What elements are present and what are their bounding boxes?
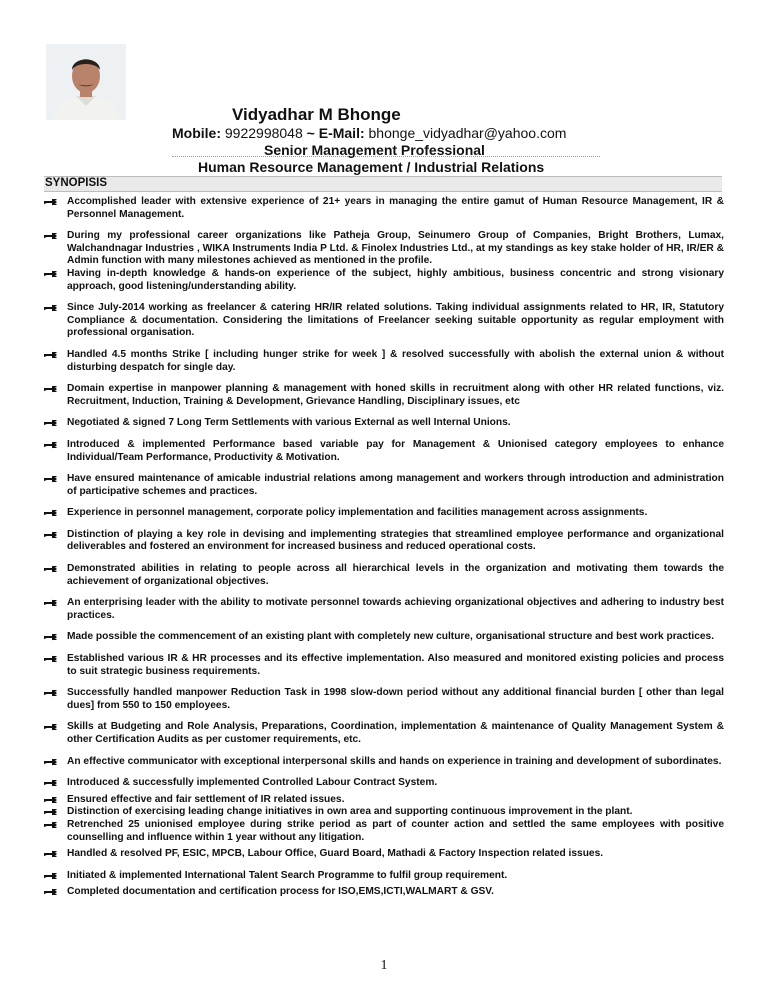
synopsis-item-text: Introduced & successfully implemented Controlled Labour Contract System. <box>67 777 438 789</box>
synopsis-item <box>44 383 724 408</box>
pointing-hand-icon <box>44 795 58 805</box>
synopsis-item <box>44 819 724 844</box>
pointing-hand-icon <box>44 564 58 574</box>
mobile-label: Mobile: <box>172 125 221 141</box>
professional-title: Senior Management Professional <box>264 142 485 158</box>
profile-photo <box>46 44 126 120</box>
synopsis-item <box>44 563 724 588</box>
pointing-hand-icon <box>44 530 58 540</box>
pointing-hand-icon <box>44 598 58 608</box>
contact-line <box>172 125 768 141</box>
pointing-hand-icon <box>44 269 58 279</box>
synopsis-heading-bar <box>44 176 722 192</box>
pointing-hand-icon <box>44 871 58 881</box>
pointing-hand-icon <box>44 303 58 313</box>
synopsis-item-text: Established various IR & HR processes and its effective implementation. Also measured and monitored existing policies and process to suit strategic business requirements. <box>67 653 724 677</box>
pointing-hand-icon <box>44 474 58 484</box>
synopsis-item-text: Skills at Budgeting and Role Analysis, Preparations, Coordination, implementation & maintenance of Quality Management System & other Certification Audits as per customer requirements, etc. <box>67 721 724 745</box>
email-address: bhonge_vidyadhar@yahoo.com <box>368 125 567 141</box>
synopsis-item-text: Have ensured maintenance of amicable industrial relations among management and workers through introduction and administration of participative schemes and practices. <box>67 473 724 497</box>
synopsis-item <box>44 756 724 769</box>
page-number: 1 <box>380 958 388 973</box>
synopsis-item <box>44 439 724 464</box>
synopsis-item <box>44 529 724 554</box>
synopsis-item <box>44 721 724 746</box>
pointing-hand-icon <box>44 807 58 817</box>
synopsis-item-text: Since July-2014 working as freelancer & catering HR/IR related solutions. Taking individual assignments related to HR, IR, Statutory Compliance & documentation. Considering the limitations of Freelancer seeking suitable opportunity as regular employment with professional organisation. <box>67 302 724 339</box>
synopsis-item-text: Handled 4.5 months Strike [ including hunger strike for week ] & resolved successfully with abolish the external union & without disturbing despatch for single day. <box>67 348 724 373</box>
pointing-hand-icon <box>44 197 58 207</box>
pointing-hand-icon <box>44 508 58 518</box>
synopsis-item <box>44 794 724 807</box>
pointing-hand-icon <box>44 688 58 698</box>
pointing-hand-icon <box>44 654 58 664</box>
synopsis-item-text: Ensured effective and fair settlement of IR related issues. <box>67 793 345 805</box>
synopsis-item <box>44 473 724 498</box>
pointing-hand-icon <box>44 418 58 428</box>
synopsis-item <box>44 268 724 293</box>
synopsis-heading: SYNOPISIS <box>45 177 107 189</box>
synopsis-item-text: Handled & resolved PF, ESIC, MPCB, Labour Office, Guard Board, Mathadi & Factory Inspection related issues. <box>67 848 604 860</box>
synopsis-item <box>44 777 724 790</box>
synopsis-item-text: An enterprising leader with the ability to motivate personnel towards achieving organizational objectives and adhering to industry best practices. <box>67 597 724 621</box>
pointing-hand-icon <box>44 384 58 394</box>
pointing-hand-icon <box>44 440 58 450</box>
synopsis-item <box>44 806 724 819</box>
synopsis-item-text: Demonstrated abilities in relating to people across all hierarchical levels in the organization and motivating them towards the achievement of organizational objectives. <box>67 563 724 587</box>
synopsis-item-text: Made possible the commencement of an existing plant with completely new culture, organisational structure and best work practices. <box>67 631 715 643</box>
synopsis-item-text: Completed documentation and certification process for ISO,EMS,ICTI,WALMART & GSV. <box>67 886 494 898</box>
synopsis-item <box>44 302 724 340</box>
pointing-hand-icon <box>44 887 58 897</box>
candidate-name: Vidyadhar M Bhonge <box>232 105 401 124</box>
pointing-hand-icon <box>44 849 58 859</box>
synopsis-item <box>44 230 724 268</box>
synopsis-item-text: Negotiated & signed 7 Long Term Settlements with various External as well Internal Unions. <box>67 417 511 429</box>
synopsis-item <box>44 653 724 678</box>
pointing-hand-icon <box>44 757 58 767</box>
synopsis-item-text: Introduced & implemented Performance based variable pay for Management & Unionised category employees to enhance Individual/Team Performance, Productivity & Motivation. <box>67 438 724 463</box>
synopsis-item <box>44 886 724 899</box>
synopsis-item <box>44 417 724 430</box>
email-label: E-Mail: <box>318 125 365 141</box>
synopsis-item <box>44 687 724 712</box>
synopsis-item-text: Experience in personnel management, corporate policy implementation and facilities management across assignments. <box>67 507 648 519</box>
synopsis-item-text: Having in-depth knowledge & hands-on experience of the subject, highly ambitious, business concentric and strong visionary approach, good listening/understanding ability. <box>67 267 724 292</box>
synopsis-item-text: Retrenched 25 unionised employee during strike period as part of counter action and settled the same employees with positive counselling and influence within 1 year without any litigation. <box>67 818 724 843</box>
synopsis-item-text: During my professional career organizations like Patheja Group, Seinumero Group of Companies, Bright Brothers, Lumax, Walchandnagar Industries , WIKA Instruments India P Ltd. & Finolex Industries Ltd., at my standings as key stake holder of HR, IR/ER & Admin function with many milestones achieved as mentioned in the profile. <box>67 230 724 267</box>
synopsis-item-text: An effective communicator with exceptional interpersonal skills and hands on experience in training and development of subordinates. <box>67 755 722 767</box>
synopsis-item-text: Distinction of playing a key role in devising and implementing strategies that streamlined employee performance and organizational deliverables and fostered an environment for increased business and reduced operational costs. <box>67 528 724 553</box>
pointing-hand-icon <box>44 820 58 830</box>
pointing-hand-icon <box>44 632 58 642</box>
pointing-hand-icon <box>44 231 58 241</box>
pointing-hand-icon <box>44 778 58 788</box>
pointing-hand-icon <box>44 722 58 732</box>
contact-separator: ~ <box>306 125 315 141</box>
mobile-number: 9922998048 <box>224 125 303 141</box>
synopsis-item <box>44 196 724 221</box>
synopsis-list <box>44 196 724 899</box>
synopsis-item-text: Successfully handled manpower Reduction Task in 1998 slow-down period without any additional financial burden [ other than legal dues] from 550 to 150 employees. <box>67 687 724 711</box>
synopsis-item <box>44 597 724 622</box>
synopsis-item-text: Accomplished leader with extensive experience of 21+ years in managing the entire gamut of Human Resource Management, IR & Personnel Management. <box>67 196 724 220</box>
professional-domain: Human Resource Management / Industrial Relations <box>198 159 545 175</box>
synopsis-item-text: Initiated & implemented International Talent Search Programme to fulfil group requirement. <box>67 869 508 881</box>
synopsis-item-text: Domain expertise in manpower planning & management with honed skills in recruitment along with other HR related functions, viz. Recruitment, Induction, Training & Development, Grievance Handling, Disciplinary issues, etc <box>67 383 724 407</box>
synopsis-item <box>44 848 724 861</box>
synopsis-item <box>44 870 724 883</box>
synopsis-item <box>44 631 724 644</box>
synopsis-item <box>44 349 724 374</box>
synopsis-item <box>44 507 724 520</box>
pointing-hand-icon <box>44 350 58 360</box>
synopsis-item-text: Distinction of exercising leading change initiatives in own area and supporting continuous improvement in the plant. <box>67 806 633 818</box>
